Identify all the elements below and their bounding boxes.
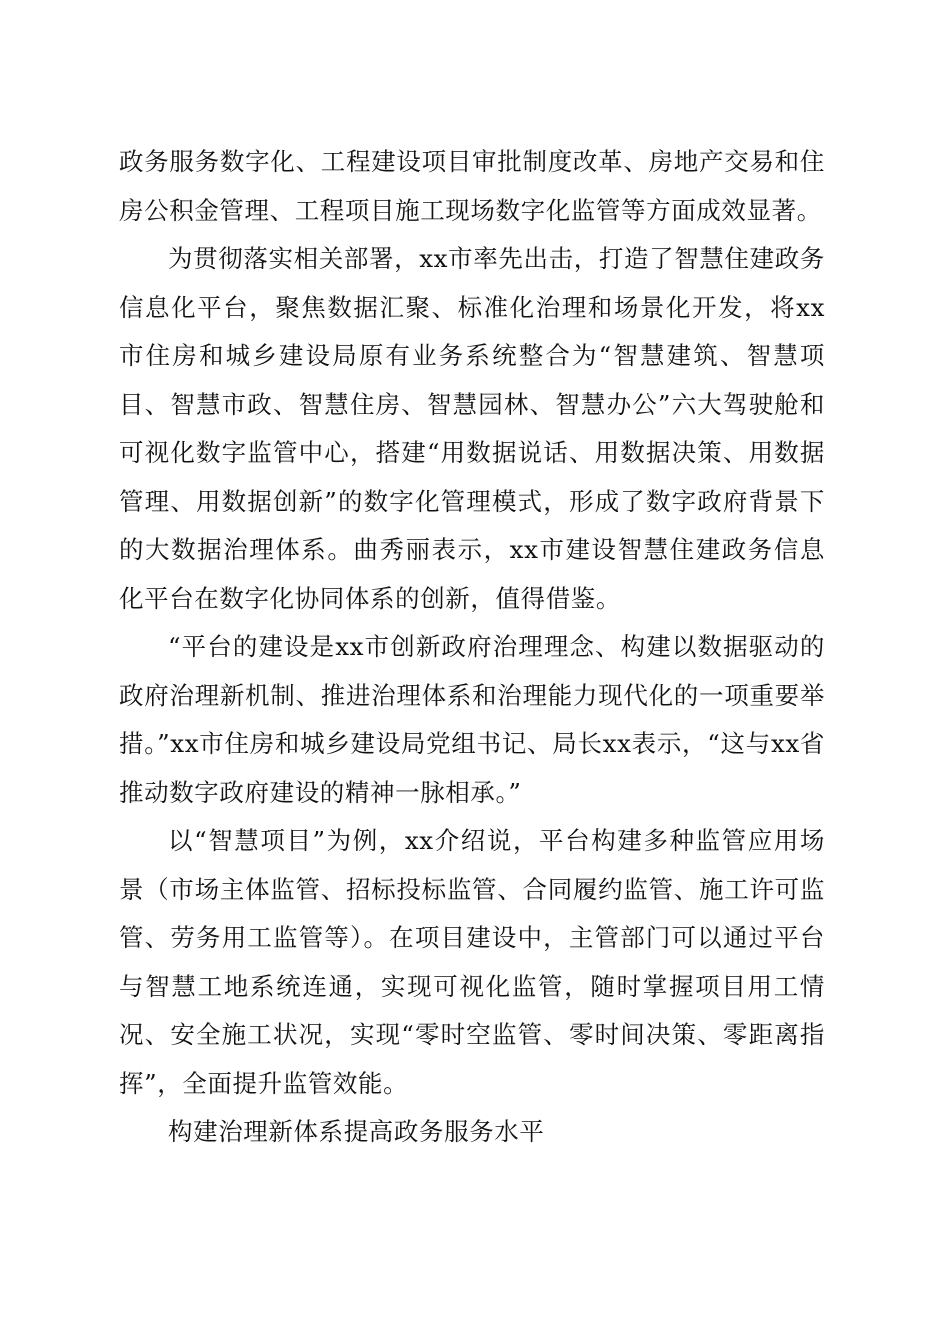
paragraph-quote: “平台的建设是xx市创新政府治理理念、构建以数据驱动的政府治理新机制、推进治理体系和治理能力现代化的一项重要举措。”xx市住房和城乡建设局党组书记、局长xx表示，“这与xx省推动数字政府建设的精神一脉相承。”	[119, 632, 825, 807]
paragraph-platform-intro: 为贯彻落实相关部署，xx市率先出击，打造了智慧住建政务信息化平台，聚焦数据汇聚、标准化治理和场景化开发，将xx市住房和城乡建设局原有业务系统整合为“智慧建筑、智慧项目、智慧市政、智慧住房、智慧园林、智慧办公”六大驾驶舱和可视化数字监管中心，搭建“用数据说话、用数据决策、用数据管理、用数据创新”的数字化管理模式，形成了数字政府背景下的大数据治理体系。曲秀丽表示，xx市建设智慧住建政务信息化平台在数字化协同体系的创新，值得借鉴。	[119, 244, 825, 613]
section-heading: 构建治理新体系提高政务服务水平	[168, 1117, 545, 1146]
paragraph-smart-project: 以“智慧项目”为例，xx介绍说，平台构建多种监管应用场景（市场主体监管、招标投标监管、合同履约监管、施工许可监管、劳务用工监管等）。在项目建设中，主管部门可以通过平台与智慧工地系统连通，实现可视化监管，随时掌握项目用工情况、安全施工状况，实现“零时空监管、零时间决策、零距离指挥”，全面提升监管效能。	[119, 826, 825, 1098]
paragraph-continuation: 政务服务数字化、工程建设项目审批制度改革、房地产交易和住房公积金管理、工程项目施工现场数字化监管等方面成效显著。	[119, 147, 825, 225]
document-body	[119, 138, 825, 1157]
